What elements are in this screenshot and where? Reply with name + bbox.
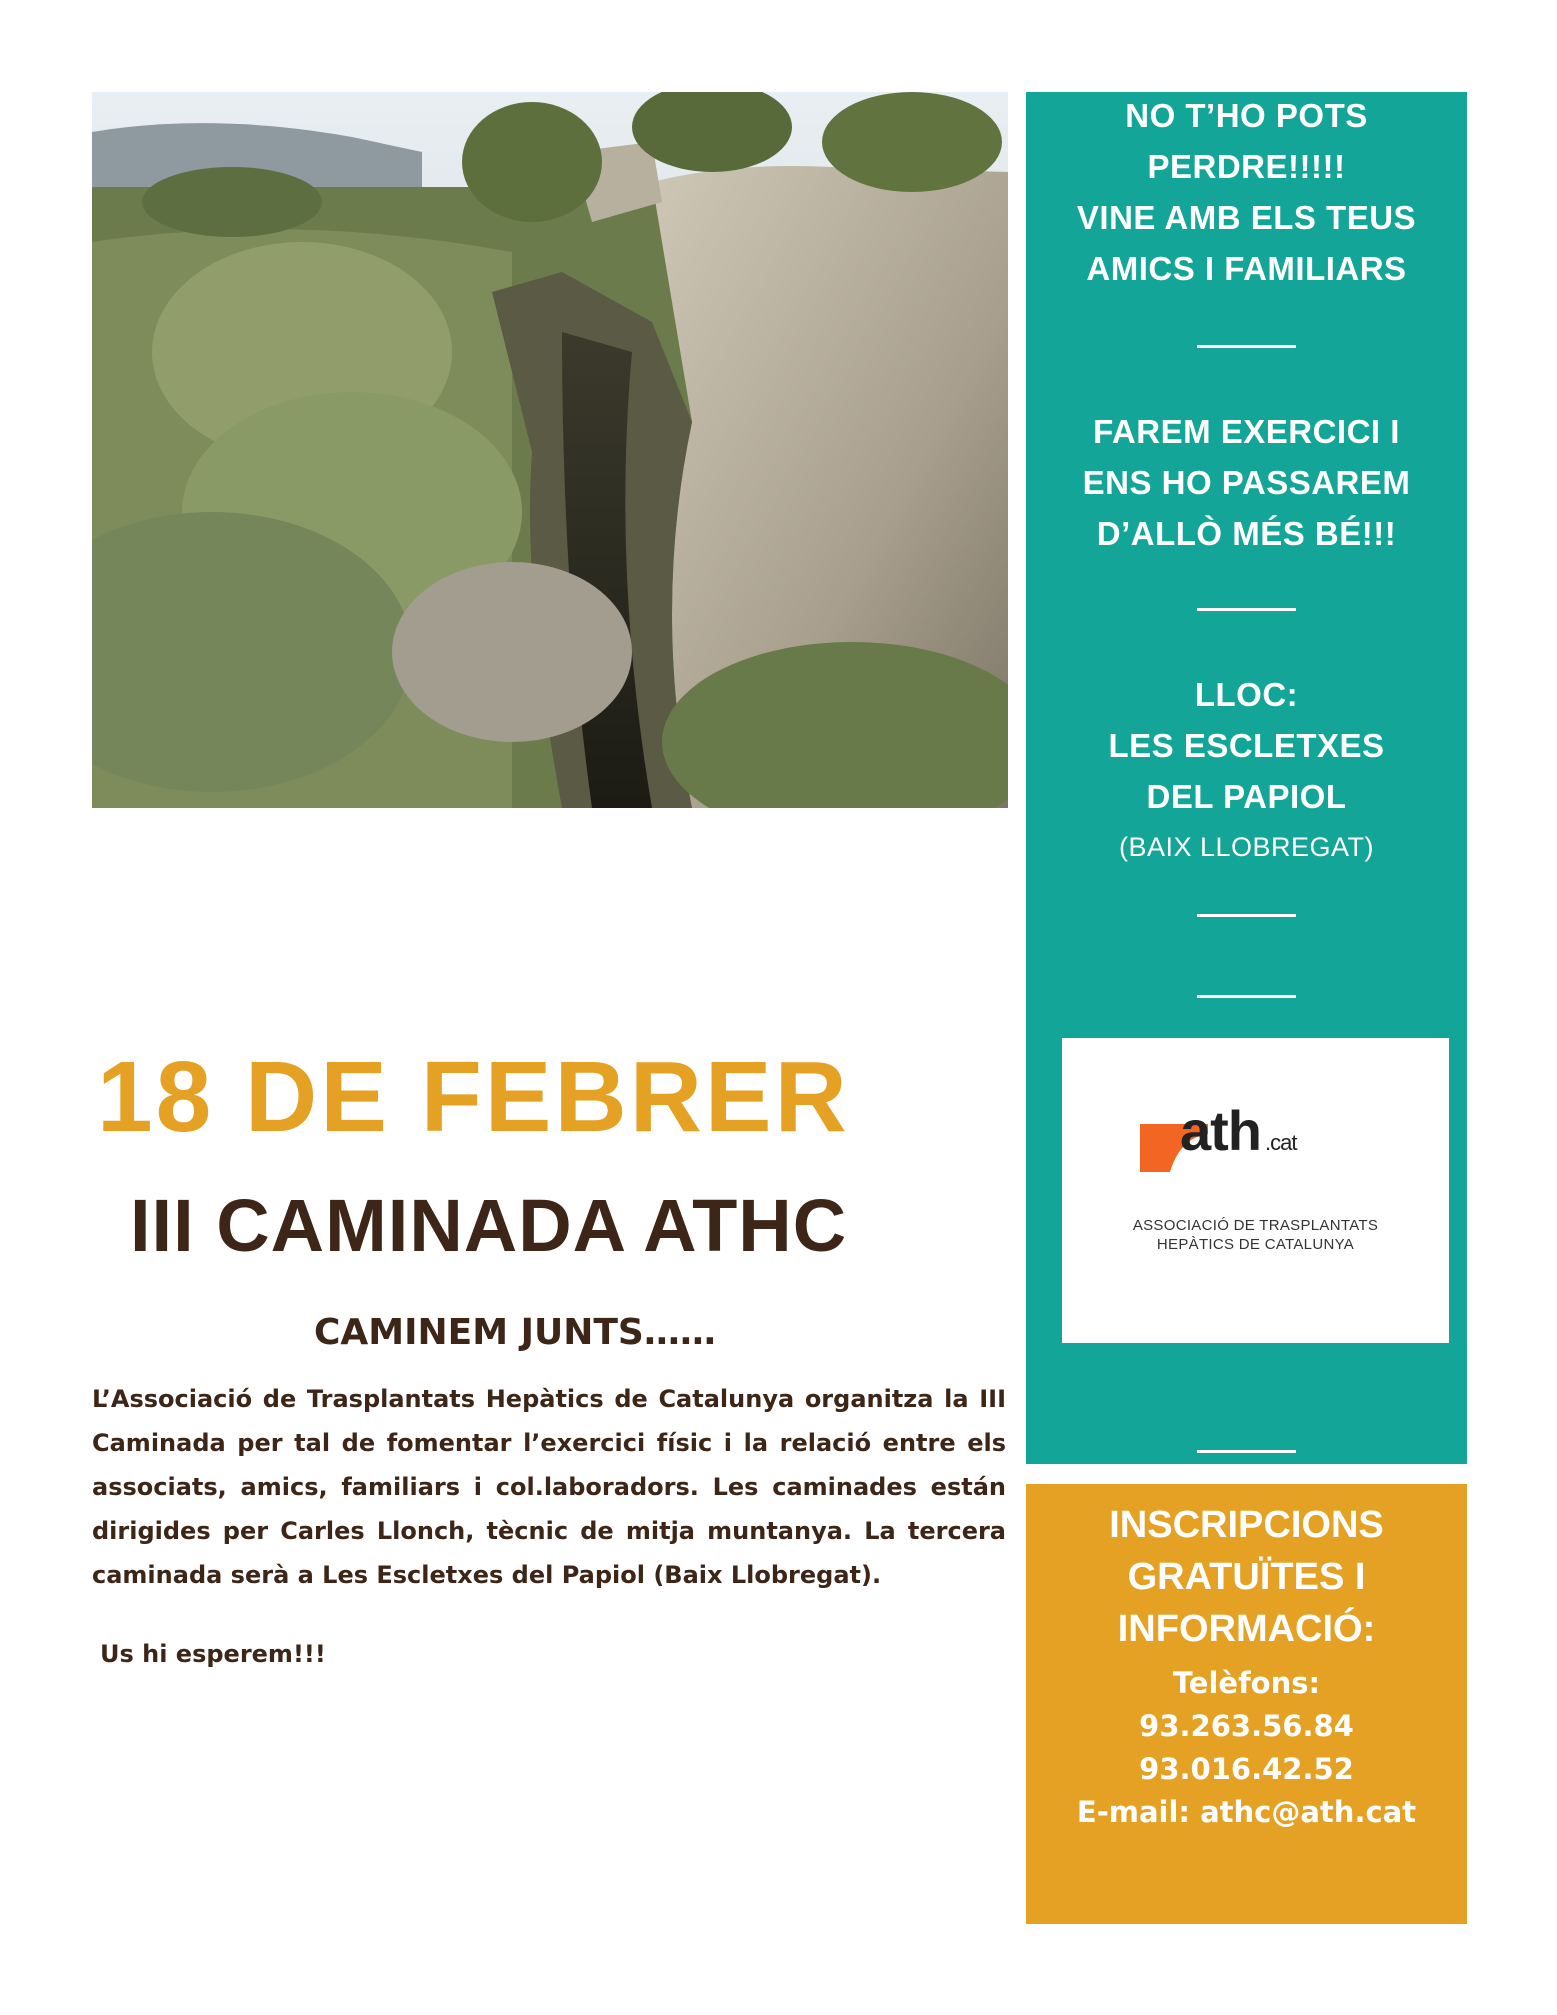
registration-title-line: INFORMACIÓ:	[1117, 1608, 1376, 1650]
event-date: 18 DE FEBRER	[97, 1041, 850, 1153]
event-motto: CAMINEM JUNTS……	[314, 1312, 716, 1353]
divider	[1197, 608, 1296, 611]
location-line: DEL PAPIOL	[1146, 778, 1347, 815]
registration-panel	[1026, 1484, 1467, 1924]
location-info	[1026, 669, 1467, 873]
intro-message	[1026, 90, 1467, 294]
hero-photo	[92, 92, 1008, 808]
logo-tld: .cat	[1265, 1130, 1297, 1155]
activity-line: ENS HO PASSAREM	[1082, 464, 1411, 501]
phone-number[interactable]: 93.263.56.84	[1139, 1709, 1354, 1743]
logo-subtitle	[1062, 1216, 1449, 1254]
logo-wordmark	[1180, 1098, 1296, 1163]
registration-title	[1026, 1499, 1467, 1655]
contact-info	[1026, 1662, 1467, 1834]
intro-line: PERDRE!!!!!	[1147, 148, 1346, 185]
intro-line: AMICS I FAMILIARS	[1086, 250, 1407, 287]
event-description: L’Associació de Trasplantats Hepàtics de Catalunya organitza la III Caminada per tal de fomentar l’exercici físic i la relació entre els associats, amics, familiars i col.laboradors. Les caminades están dirigides per Carles Llonch, tècnic de mitja muntanya. La tercera caminada serà a Les Escletxes del Papiol (Baix Llobregat).	[92, 1385, 1006, 1589]
closing-line: Us hi esperem!!!	[100, 1640, 326, 1668]
phone-number[interactable]: 93.016.42.52	[1139, 1752, 1354, 1786]
location-region: (BAIX LLOBREGAT)	[1118, 832, 1375, 862]
intro-line: NO T’HO POTS	[1125, 97, 1368, 134]
registration-title-line: GRATUÏTES I	[1127, 1556, 1366, 1598]
location-line: LES ESCLETXES	[1108, 727, 1385, 764]
logo-name: ath	[1180, 1099, 1261, 1162]
info-sidebar	[1026, 92, 1467, 1464]
divider	[1197, 345, 1296, 348]
activity-line: FAREM EXERCICI I	[1093, 413, 1400, 450]
divider	[1197, 995, 1296, 998]
phones-label: Telèfons:	[1172, 1666, 1321, 1700]
registration-title-line: INSCRIPCIONS	[1109, 1504, 1384, 1546]
intro-line: VINE AMB ELS TEUS	[1076, 199, 1417, 236]
event-title: III CAMINADA ATHC	[130, 1184, 848, 1267]
divider	[1197, 1450, 1296, 1453]
logo-subtitle-line: HEPÀTICS DE CATALUNYA	[1156, 1236, 1355, 1253]
email-link[interactable]: E-mail: athc@ath.cat	[1076, 1795, 1417, 1829]
logo-subtitle-line: ASSOCIACIÓ DE TRASPLANTATS	[1132, 1217, 1379, 1234]
activity-line: D’ALLÒ MÉS BÉ!!!	[1096, 515, 1397, 552]
rock-fissure-image	[92, 92, 1008, 808]
activity-message	[1026, 406, 1467, 559]
ath-logo	[1062, 1038, 1449, 1343]
location-label: LLOC:	[1194, 676, 1299, 713]
divider	[1197, 914, 1296, 917]
